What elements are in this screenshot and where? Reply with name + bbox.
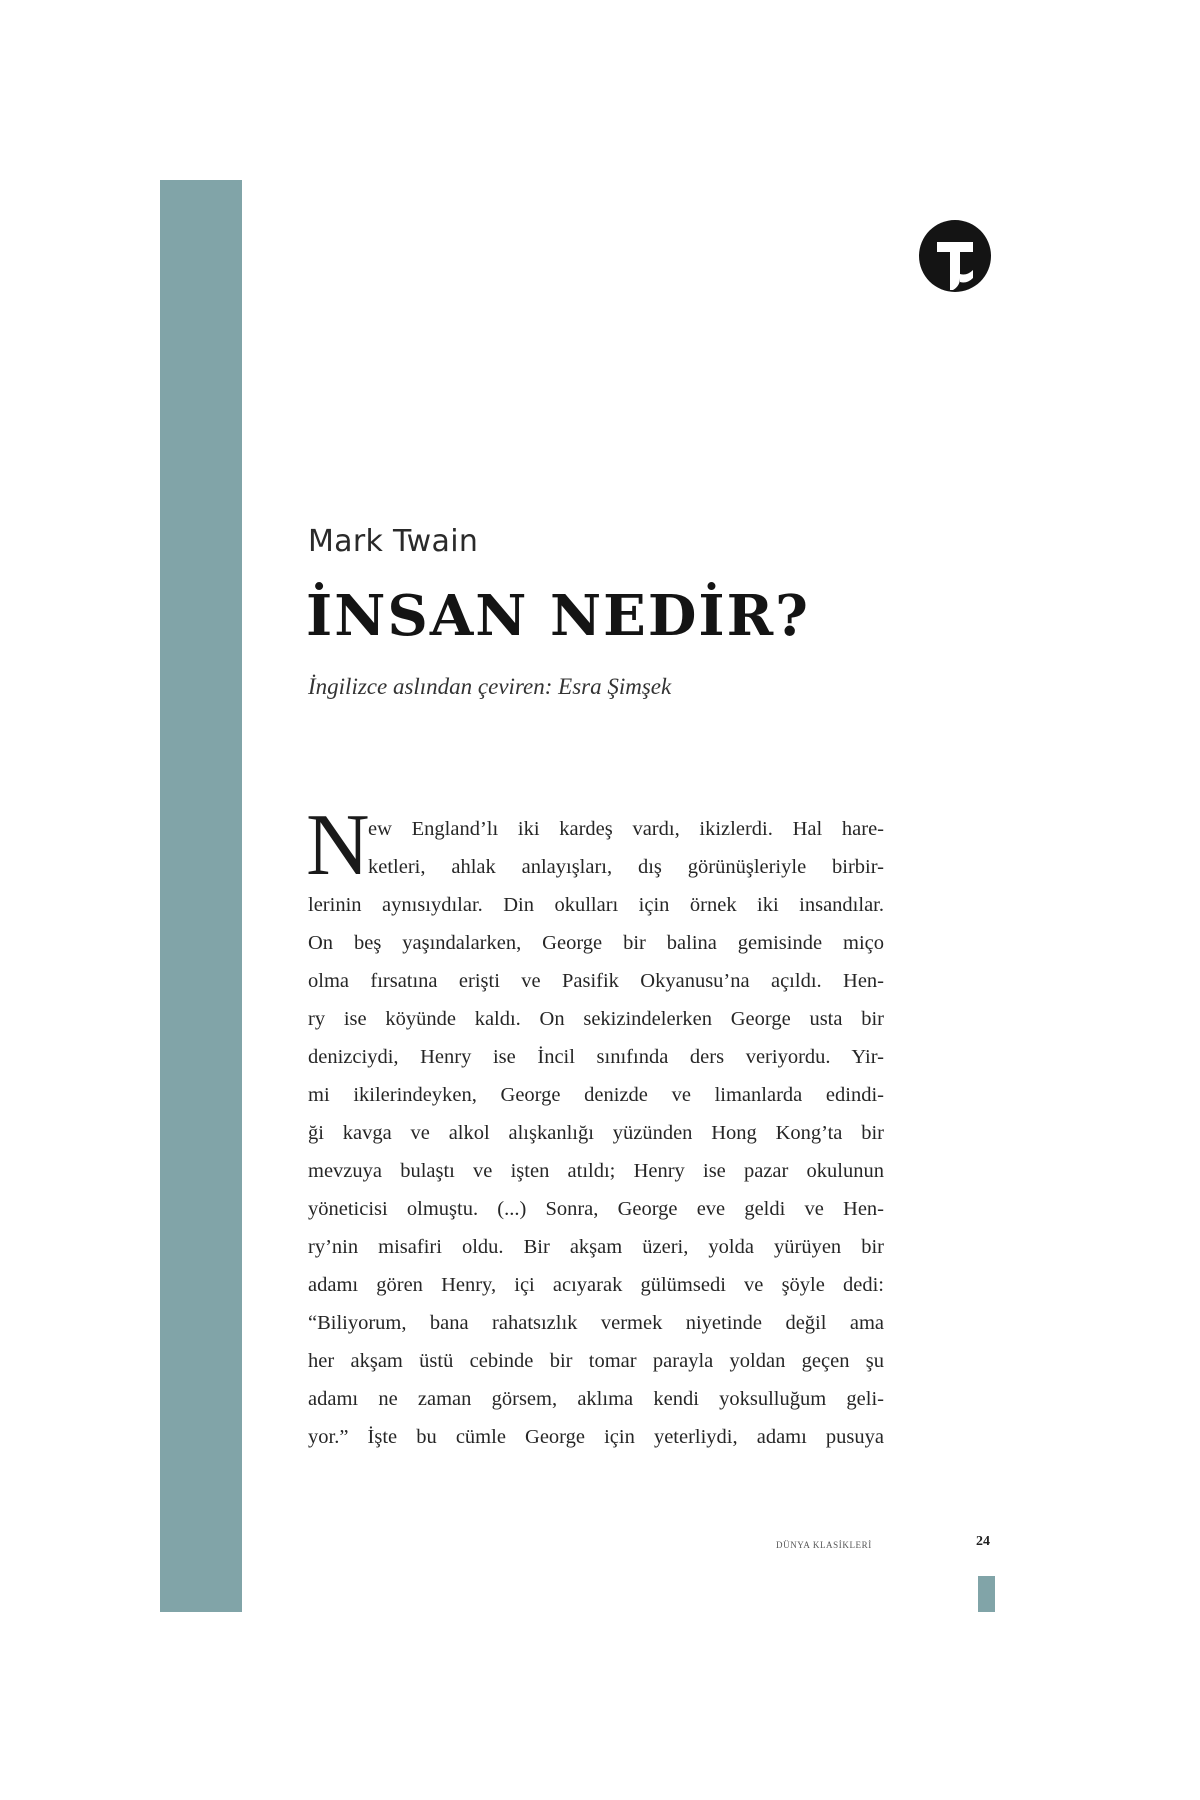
excerpt-line: yor.” İşte bu cümle George için yeterliydi, adamı pusuya bbox=[308, 1426, 884, 1448]
excerpt-line: denizciydi, Henry ise İncil sınıfında ders veriyordu. Yir- bbox=[308, 1046, 884, 1068]
accent-footer-tab bbox=[978, 1576, 995, 1612]
excerpt-line: On beş yaşındalarken, George bir balina gemisinde miço bbox=[308, 932, 884, 954]
excerpt-line: adamı ne zaman görsem, aklıma kendi yoksulluğum geli- bbox=[308, 1388, 884, 1410]
excerpt-line: adamı gören Henry, içi acıyarak gülümsedi ve şöyle dedi: bbox=[308, 1274, 884, 1296]
excerpt-line: yöneticisi olmuştu. (...) Sonra, George eve geldi ve Hen- bbox=[308, 1198, 884, 1220]
excerpt-line: lerinin aynısıydılar. Din okulları için örnek iki insandılar. bbox=[308, 894, 884, 916]
excerpt-line: olma fırsatına erişti ve Pasifik Okyanusu’na açıldı. Hen- bbox=[308, 970, 884, 992]
excerpt-line: ry ise köyünde kaldı. On sekizindelerken George usta bir bbox=[308, 1008, 884, 1030]
excerpt-line: her akşam üstü cebinde bir tomar parayla yoldan geçen şu bbox=[308, 1350, 884, 1372]
series-name: DÜNYA KLASİKLERİ bbox=[776, 1540, 872, 1550]
publisher-logo-icon bbox=[915, 216, 995, 296]
excerpt-line: ği kavga ve alkol alışkanlığı yüzünden Hong Kong’ta bir bbox=[308, 1122, 884, 1144]
excerpt-line: “Biliyorum, bana rahatsızlık vermek niyetinde değil ama bbox=[308, 1312, 884, 1334]
excerpt-body bbox=[308, 810, 884, 1456]
accent-side-band bbox=[160, 180, 242, 1612]
page-number: 24 bbox=[976, 1534, 990, 1549]
author-name: Mark Twain bbox=[308, 524, 479, 559]
excerpt-line: ry’nin misafiri oldu. Bir akşam üzeri, yolda yürüyen bir bbox=[308, 1236, 884, 1258]
excerpt-line: ew England’lı iki kardeş vardı, ikizlerdi. Hal hare- bbox=[368, 818, 884, 840]
drop-cap: N bbox=[306, 797, 370, 894]
publisher-t-logo bbox=[915, 216, 995, 296]
translator-credit: İngilizce aslından çeviren: Esra Şimşek bbox=[308, 674, 672, 699]
excerpt-line: ketleri, ahlak anlayışları, dış görünüşleriyle birbir- bbox=[368, 856, 884, 878]
book-title: İNSAN NEDİR? bbox=[306, 583, 810, 649]
excerpt-line: mevzuya bulaştı ve işten atıldı; Henry ise pazar okulunun bbox=[308, 1160, 884, 1182]
excerpt-line: mi ikilerindeyken, George denizde ve limanlarda edindi- bbox=[308, 1084, 884, 1106]
